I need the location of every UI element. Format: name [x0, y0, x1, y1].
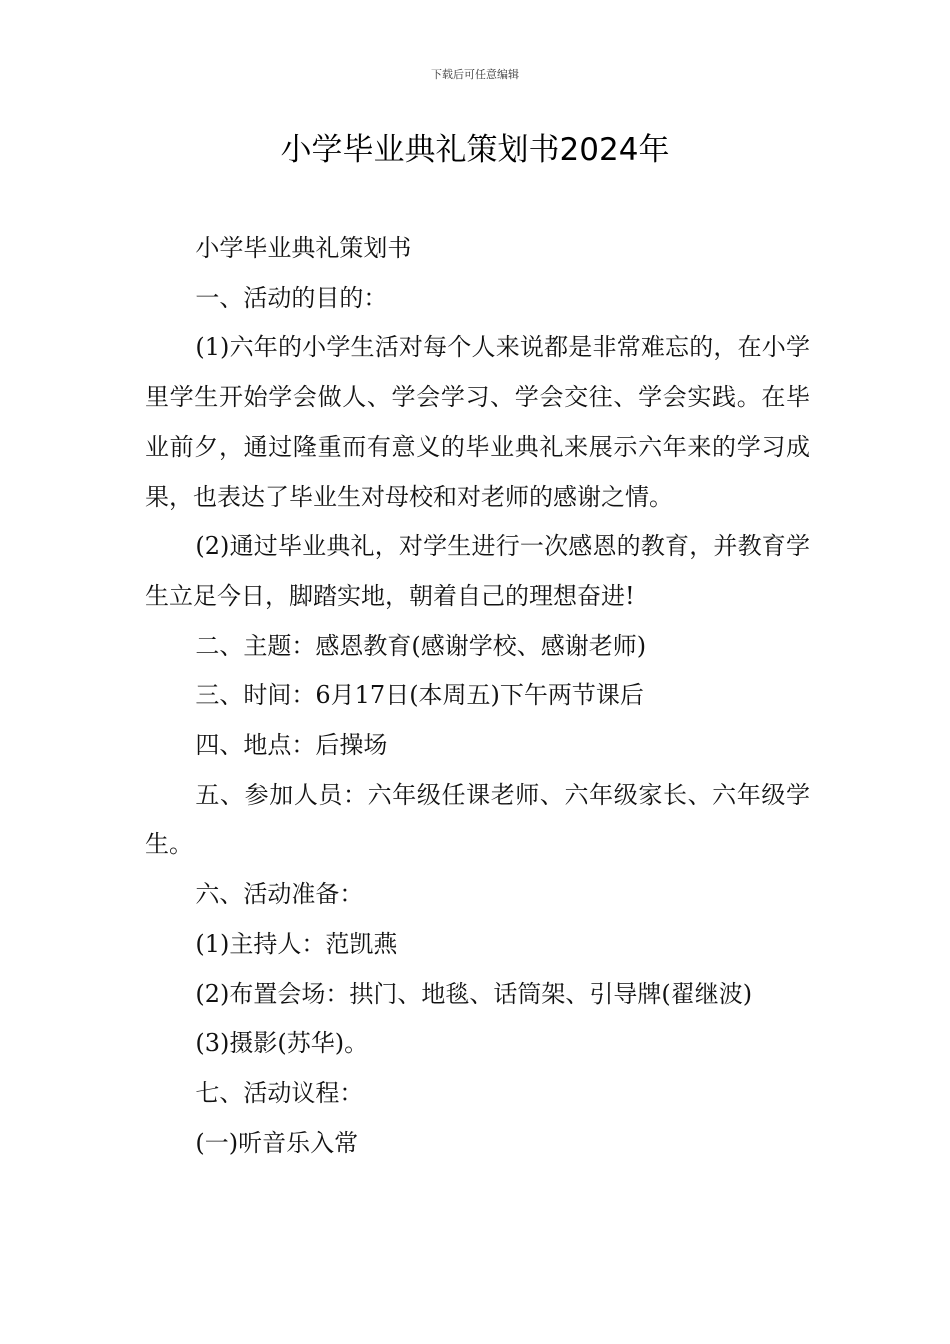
document-body [145, 224, 810, 1168]
paragraph-purpose-1: (1)六年的小学生活对每个人来说都是非常难忘的，在小学里学生开始学会做人、学会学习、学会交往、学会实践。在毕业前夕，通过隆重而有意义的毕业典礼来展示六年来的学习成果，也表达了毕业生对母校和对老师的感谢之情。 [145, 333, 810, 511]
paragraph-theme: 二、主题：感恩教育(感谢学校、感谢老师) [195, 631, 647, 660]
paragraph-time: 三、时间：6月17日(本周五)下午两节课后 [195, 681, 644, 710]
paragraph-section-purpose: 一、活动的目的： [195, 283, 388, 312]
paragraph-section-preparation: 六、活动准备： [195, 880, 364, 909]
paragraph-venue: (2)布置会场：拱门、地毯、话筒架、引导牌(翟继波) [195, 979, 753, 1008]
paragraph-purpose-2: (2)通过毕业典礼，对学生进行一次感恩的教育，并教育学生立足今日，脚踏实地，朝着自己的理想奋进! [145, 532, 810, 610]
paragraph-location: 四、地点：后操场 [195, 731, 388, 760]
paragraph-photography: (3)摄影(苏华)。 [195, 1029, 369, 1058]
document-title: 小学毕业典礼策划书2024年 [280, 132, 670, 168]
paragraph-agenda-1: (一)听音乐入常 [195, 1128, 359, 1157]
header-note: 下载后可任意编辑 [431, 68, 519, 81]
paragraph-participants: 五、参加人员：六年级任课老师、六年级家长、六年级学生。 [145, 780, 810, 859]
paragraph-subtitle: 小学毕业典礼策划书 [195, 234, 412, 262]
paragraph-section-agenda: 七、活动议程： [195, 1078, 364, 1107]
paragraph-host: (1)主持人：范凯燕 [195, 929, 398, 958]
